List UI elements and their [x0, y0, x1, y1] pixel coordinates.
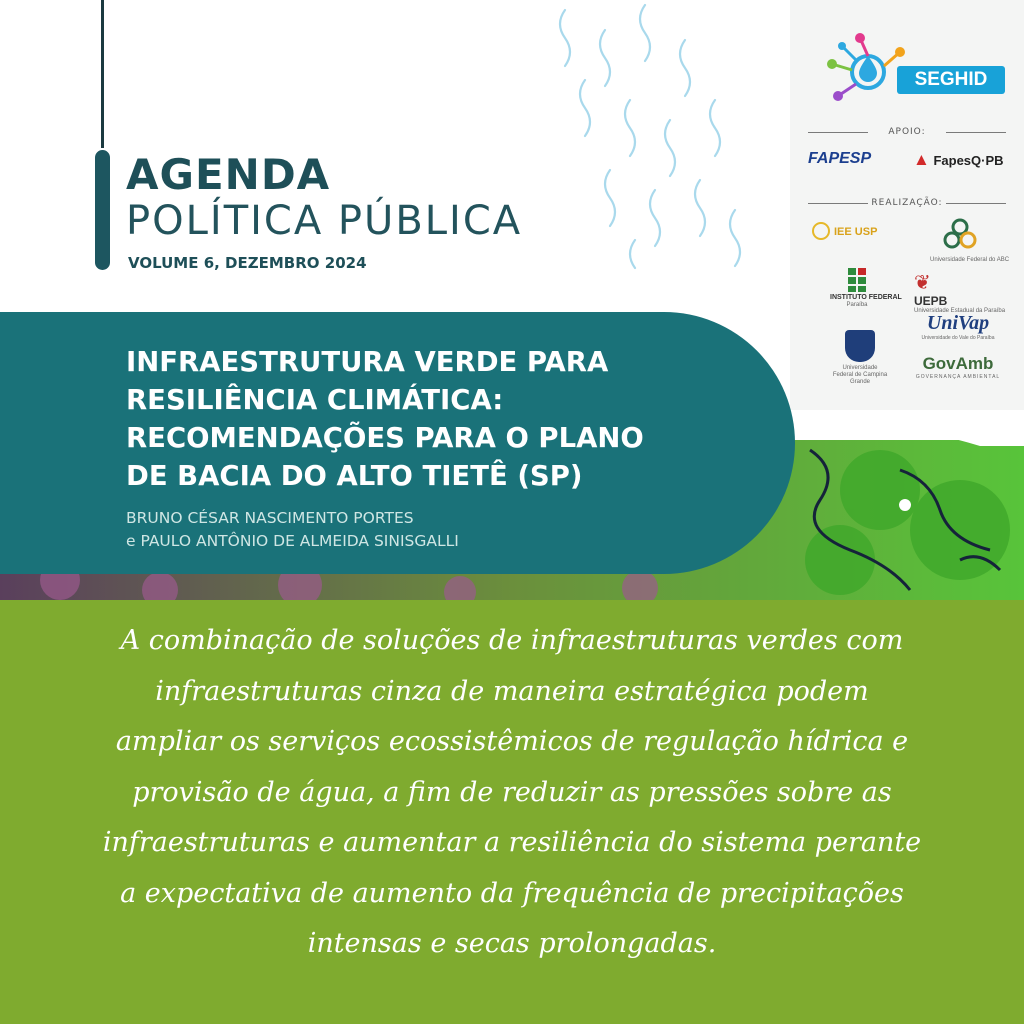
ufcg-logo [832, 330, 888, 386]
ifpb-sublabel: Paraíba [846, 302, 868, 308]
seghid-label: SEGHID [897, 66, 1005, 94]
fapesp-logo: FAPESP [808, 150, 872, 167]
banner-headline [126, 343, 726, 495]
decorative-line [101, 0, 104, 148]
univap-label: UniVap [926, 312, 990, 334]
ufcg-label: Universidade Federal de Campina Grande [832, 365, 888, 385]
quote-line: infraestruturas cinza de maneira estratégica podem [155, 675, 869, 707]
headline-line: RESILIÊNCIA CLIMÁTICA: [126, 384, 504, 416]
ufabc-logo [930, 218, 1010, 263]
realizacao-label: REALIZAÇÃO: [871, 198, 943, 208]
univap-sublabel: Universidade do Vale do Paraíba [921, 335, 995, 341]
author-line: e PAULO ANTÔNIO DE ALMEIDA SINISGALLI [126, 532, 459, 550]
ufabc-emblem-icon [940, 218, 980, 250]
quote-line: ampliar os serviços ecossistêmicos de regulação hídrica e [115, 726, 909, 757]
quote-line: infraestruturas e aumentar a resiliência do sistema perante [102, 827, 922, 858]
headline-line: DE BACIA DO ALTO TIETÊ (SP) [126, 460, 583, 492]
agenda-title: AGENDA [126, 150, 331, 199]
apoio-label: APOIO: [888, 127, 926, 137]
univap-logo [916, 312, 1000, 341]
ieeusp-logo [812, 222, 908, 240]
uepb-label: UEPB [914, 294, 948, 308]
ieeusp-ring-icon [812, 222, 830, 240]
govamb-label: GovAmb [922, 354, 994, 373]
headline-line: INFRAESTRUTURA VERDE PARA [126, 346, 609, 378]
uepb-sublabel: Universidade Estadual da Paraíba [914, 308, 1006, 314]
uepb-flame-icon: ❦ [914, 272, 931, 294]
quote-line: provisão de água, a fim de reduzir as pressões sobre as [132, 776, 892, 808]
quote-line: a expectativa de aumento da frequência de precipitações [120, 877, 904, 909]
banner-authors [126, 507, 459, 553]
water-waves-icon [545, 0, 795, 290]
agenda-subtitle: POLÍTICA PÚBLICA [126, 198, 523, 244]
quote-text [0, 616, 1024, 970]
fapesq-logo: ▲ FapesQ·PB [913, 150, 1004, 169]
uepb-logo [914, 272, 1014, 314]
ifpb-label: INSTITUTO FEDERAL [830, 294, 902, 301]
accent-bar [95, 150, 110, 270]
ufcg-crest-icon [845, 330, 875, 362]
ifpb-logo [830, 268, 902, 308]
volume-label: VOLUME 6, DEZEMBRO 2024 [128, 254, 367, 272]
fapesq-label: FapesQ·PB [933, 153, 1004, 168]
quote-line: intensas e secas prolongadas. [307, 928, 717, 959]
quote-line: A combinação de soluções de infraestruturas verdes com [120, 625, 904, 656]
govamb-sublabel: GOVERNANÇA AMBIENTAL [915, 374, 1001, 380]
govamb-logo [912, 354, 1004, 380]
ufabc-label: Universidade Federal do ABC [930, 257, 1010, 263]
realizacao-divider [808, 196, 1006, 210]
author-line: BRUNO CÉSAR NASCIMENTO PORTES [126, 509, 414, 527]
ieeusp-label: IEE USP [834, 226, 878, 239]
ifpb-grid-icon [848, 268, 866, 292]
headline-line: RECOMENDAÇÕES PARA O PLANO [126, 422, 644, 454]
apoio-divider [808, 125, 1006, 139]
